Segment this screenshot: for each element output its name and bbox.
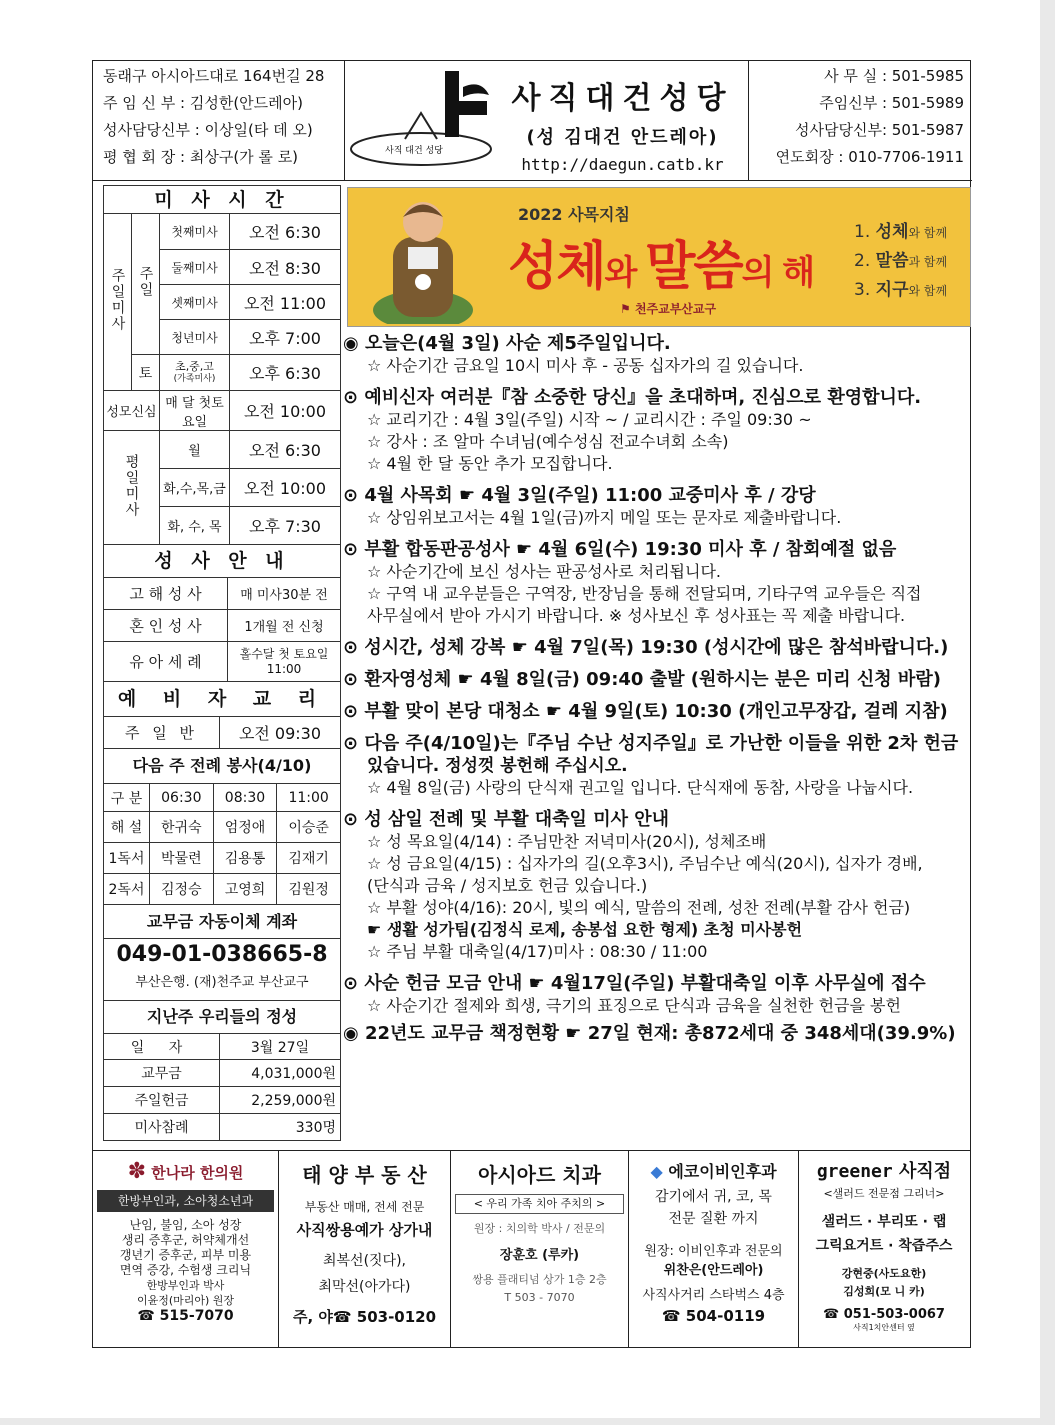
- ad-ent-line: 사직사거리 스타벅스 4층: [642, 1288, 785, 1303]
- banner-year-title: 2022 사목지침: [518, 205, 630, 224]
- ad-asiad-slogan: < 우리 가족 치아 주치의 >: [455, 1194, 624, 1214]
- ad-hanara-line: 갱년기 증후군, 피부 미용: [119, 1248, 252, 1262]
- sacrament-name: 혼 인 성 사: [104, 610, 228, 642]
- liturgy-header: 11:00: [277, 784, 341, 812]
- assistant-phone: 성사담당신부: 501-5987: [795, 121, 964, 139]
- church-name: 사직대건성당: [511, 81, 734, 116]
- ad-greener-person: 김성희(모 니 카): [843, 1285, 925, 1298]
- liturgy-person: 김용통: [213, 843, 277, 874]
- mass-name: 둘째미사: [160, 250, 230, 285]
- ad-taeyang-person: 최복선(짓다),: [323, 1253, 406, 1269]
- mass-time: 오후 7:30: [230, 507, 341, 545]
- liturgy-person: 김재기: [277, 843, 341, 874]
- news-heading: ⊙ 부활 합동판공성사 ☛ 4월 6일(수) 19:30 미사 후 / 참회예절 없음: [343, 539, 897, 560]
- mass-time: 오전 6:30: [230, 214, 341, 250]
- banner-diocese: ⚑ 천주교부산교구: [620, 302, 717, 316]
- news-detail: ☆ 성 목요일(4/14) : 주님만찬 저녁미사(20시), 성체조배: [367, 832, 767, 851]
- ad-ent-line: 위찬은(안드레아): [663, 1263, 764, 1278]
- first-saturday-label: 성모신심: [104, 391, 160, 431]
- ad-greener-name: greener 사직점: [816, 1161, 952, 1182]
- mass-times-title: 미 사 시 간: [103, 185, 341, 213]
- liturgy-person: 김정승: [150, 874, 214, 905]
- news-detail: ☆ 상임위보고서는 4월 1일(금)까지 메일 또는 문자로 제출바랍니다.: [367, 508, 842, 527]
- news-detail: ☆ 부활 성야(4/16): 20시, 빛의 예식, 말씀의 전례, 성찬 전례(부활 감사 헌금): [367, 898, 911, 917]
- mass-name: 셋째미사: [160, 285, 230, 320]
- news-heading: ◉ 22년도 교무금 책정현황 ☛ 27일 현재: 총872세대 중 348세대(39.9%): [343, 1023, 956, 1044]
- liturgy-person: 한귀숙: [150, 812, 214, 843]
- ad-asiad-location: 쌍용 플래티넘 상가 1층 2층: [472, 1273, 607, 1286]
- liturgy-role: 1독서: [104, 843, 150, 874]
- account-box: [103, 939, 341, 1001]
- ad-ent-line: 감기에서 귀, 코, 목: [655, 1189, 772, 1205]
- offering-title: 지난주 우리들의 정성: [103, 1001, 341, 1033]
- catechumen-class: 주 일 반: [104, 717, 220, 749]
- ad-taeyang-name: 태 양 부 동 산: [302, 1163, 427, 1187]
- header-left-info: [93, 61, 345, 181]
- offering-header: 3월 27일: [220, 1034, 341, 1060]
- banner-point: 1. 성체와 함께: [854, 222, 948, 242]
- ad-taeyang-tel: 주, 야☎ 503-0120: [292, 1308, 437, 1326]
- news-heading: ⊙ 환자영성체 ☛ 4월 8일(금) 09:40 출발 (원하시는 분은 미리 신청 바람): [343, 669, 941, 690]
- ad-greener-person: 강현중(사도요한): [841, 1267, 927, 1280]
- mass-time: 오전 6:30: [230, 431, 341, 469]
- news-detail: ☆ 사순기간 금요일 10시 미사 후 - 공동 십자가의 길 있습니다.: [367, 356, 804, 375]
- banner-point: 2. 말씀과 함께: [854, 251, 948, 271]
- sacrament-value: 매 미사30분 전: [228, 578, 341, 610]
- office-phone: 사 무 실 : 501-5985: [824, 67, 964, 85]
- sunday-mass-label: 주일미사: [104, 214, 132, 391]
- sacrament-table: [103, 577, 341, 682]
- sacrament-title: 성 사 안 내: [103, 545, 341, 577]
- news-detail: (단식과 금육 / 성지보호 헌금 있습니다.): [367, 876, 648, 895]
- church-logo: [345, 61, 497, 181]
- ad-greener-location: 사직1치안센터 옆: [853, 1323, 915, 1332]
- ad-greener: [799, 1151, 969, 1347]
- catechumen-title: 예 비 자 교 리: [103, 682, 341, 716]
- ad-ent-line: 원장: 이비인후과 전문의: [644, 1244, 783, 1259]
- sacrament-name: 유 아 세 례: [104, 642, 228, 682]
- mass-time: 오전 10:00: [230, 391, 341, 431]
- liturgy-header: 구 분: [104, 784, 150, 812]
- saturday-label: 토: [132, 355, 160, 391]
- ad-hanara-line: 이윤정(마리아) 원장: [136, 1294, 235, 1307]
- liturgy-person: 고영희: [213, 874, 277, 905]
- banner-point: 3. 지구와 함께: [854, 280, 948, 300]
- liturgy-role: 2독서: [104, 874, 150, 905]
- ad-hanara: [93, 1151, 279, 1347]
- news-detail: ☆ 4월 한 달 동안 추가 모집합니다.: [367, 454, 613, 473]
- catechumen-time: 오전 09:30: [220, 717, 341, 749]
- ad-eco-ent: [629, 1151, 799, 1347]
- liturgy-person: 이승준: [277, 812, 341, 843]
- banner-points: [854, 218, 947, 305]
- news-detail: ☆ 사순기간 절제와 희생, 극기의 표징으로 단식과 금육을 실천한 헌금을 봉헌: [367, 996, 901, 1015]
- ad-hanara-line: 면역 증강, 수험생 크리닉: [119, 1263, 252, 1277]
- clinic-logo-icon: ◆: [650, 1162, 663, 1181]
- mass-time: 오전 8:30: [230, 250, 341, 285]
- ad-hanara-line: 생리 증후군, 허약체개선: [121, 1233, 250, 1247]
- liturgy-header: 08:30: [213, 784, 277, 812]
- ad-greener-menu: 샐러드 · 부리또 · 랩: [821, 1214, 947, 1230]
- offering-value: 330명: [220, 1114, 341, 1141]
- news-detail: 있습니다. 정성껏 봉헌해 주십시오.: [367, 756, 628, 776]
- news-heading: ⊙ 4월 사목회 ☛ 4월 3일(주일) 11:00 교중미사 후 / 강당: [343, 485, 816, 506]
- ad-taeyang-desc: 부동산 매매, 전세 전문: [304, 1200, 425, 1214]
- banner-main-title: 성체와 말씀의 해: [508, 236, 814, 297]
- church-address: 동래구 아시아드대로 164번길 28: [103, 67, 325, 85]
- ad-asiad-name: 아시아드 치과: [478, 1163, 601, 1187]
- liturgy-person: 박물련: [150, 843, 214, 874]
- offering-table: [103, 1033, 341, 1141]
- offering-label: 주일헌금: [104, 1087, 220, 1114]
- ad-asiad-doctor: 장훈호 (루카): [499, 1248, 580, 1263]
- liturgy-title: 다음 주 전례 봉사(4/10): [103, 749, 341, 783]
- news-detail: ☆ 강사 : 조 알마 수녀님(예수성심 전교수녀회 소속): [367, 432, 729, 451]
- mass-name: 화, 수, 목: [160, 507, 230, 545]
- announcements: [343, 333, 969, 1045]
- news-detail: ☛ 생활 성가팀(김정식 로제, 송봉섭 요한 형제) 초청 미사봉헌: [367, 920, 803, 939]
- liturgy-person: 김원정: [277, 874, 341, 905]
- left-column: [103, 185, 341, 1141]
- news-heading: ⊙ 예비신자 여러분『참 소중한 당신』을 초대하며, 진심으로 환영합니다.: [343, 387, 922, 408]
- ad-ent-name: ◆ 에코이비인후과: [650, 1162, 777, 1181]
- logo-text: 사직 대건 성당: [385, 146, 443, 156]
- news-detail: ☆ 4월 8일(금) 사랑의 단식재 권고일 입니다. 단식재에 동참, 사랑을 나눕시다.: [367, 778, 914, 797]
- news-detail: ☆ 구역 내 교우분들은 구역장, 반장님을 통해 전달되며, 기타구역 교우들은 직접: [367, 584, 922, 603]
- saint-illustration: [368, 192, 478, 324]
- news-heading: ⊙ 부활 맞이 본당 대청소 ☛ 4월 9일(토) 10:30 (개인고무장갑, 걸레 지참): [343, 701, 948, 722]
- pastoral-banner: [347, 187, 971, 327]
- ad-asiad-dental: [451, 1151, 629, 1347]
- mass-time: 오후 6:30: [230, 355, 341, 391]
- ad-hanara-tel: ☎ 515-7070: [137, 1308, 234, 1324]
- offering-value: 2,259,000원: [220, 1087, 341, 1114]
- ads-strip: [92, 1150, 971, 1348]
- liturgy-role: 해 설: [104, 812, 150, 843]
- mass-time: 오전 10:00: [230, 469, 341, 507]
- news-heading: ⊙ 성 삼일 전례 및 부활 대축일 미사 안내: [343, 809, 670, 830]
- mass-time: 오후 7:00: [230, 320, 341, 355]
- assistant-priest-line: 성사담당신부 : 이상일(타 데 오): [103, 121, 313, 139]
- offering-header: 일 자: [104, 1034, 220, 1060]
- news-detail: ☆ 교리기간 : 4월 3일(주일) 시작 ~ / 교리시간 : 주일 09:30 ~: [367, 410, 812, 429]
- offering-label: 미사참례: [104, 1114, 220, 1141]
- liturgy-table: [103, 783, 341, 905]
- ad-hanara-line: 한방부인과 박사: [146, 1279, 225, 1292]
- mass-name: 청년미사: [160, 320, 230, 355]
- sacrament-name: 고 해 성 사: [104, 578, 228, 610]
- ad-hanara-dept: 한방부인과, 소아청소년과: [97, 1190, 274, 1212]
- liturgy-header: 06:30: [150, 784, 214, 812]
- news-heading: ⊙ 다음 주(4/10일)는『주님 수난 성지주일』로 가난한 이들을 위한 2차 헌금: [343, 733, 959, 754]
- funeral-chief-phone: 연도회장 : 010-7706-1911: [775, 148, 964, 166]
- sacrament-value: 1개월 전 신청: [228, 610, 341, 642]
- mass-name: 화,수,목,금: [160, 469, 230, 507]
- ad-asiad-desc: 원장 : 치의학 박사 / 전문의: [473, 1222, 606, 1235]
- offering-value: 4,031,000원: [220, 1060, 341, 1087]
- account-title: 교무금 자동이체 계좌: [103, 905, 341, 939]
- ad-greener-tel: ☎ 051-503-0067: [823, 1307, 945, 1322]
- catechumen-table: [103, 716, 341, 749]
- ad-greener-sub: <샐러드 전문점 그리너>: [823, 1187, 945, 1200]
- news-heading: ⊙ 사순 헌금 모금 안내 ☛ 4월17일(주일) 부활대축일 이후 사무실에 접수: [343, 973, 926, 994]
- ad-hanara-name: ✽ 한나라 한의원: [127, 1159, 244, 1184]
- mass-time: 오전 11:00: [230, 285, 341, 320]
- news-detail: ☆ 주님 부활 대축일(4/17)미사 : 08:30 / 11:00: [367, 942, 708, 961]
- ad-taeyang-person: 최막선(아가다): [318, 1279, 411, 1295]
- pastor-phone: 주임신부 : 501-5989: [819, 94, 964, 112]
- ad-ent-line: 전문 질환 까지: [668, 1211, 759, 1227]
- news-heading: ◉ 오늘은(4월 3일) 사순 제5주일입니다.: [343, 333, 671, 354]
- mass-name: 첫째미사: [160, 214, 230, 250]
- news-detail: ☆ 성 금요일(4/15) : 십자가의 길(오후3시), 주님수난 예식(20시), 십자가 경배,: [367, 854, 923, 873]
- ad-greener-menu: 그릭요거트 · 착즙주스: [815, 1238, 953, 1254]
- first-saturday-name: 매 달 첫토요일: [160, 391, 230, 431]
- header-right-contacts: [749, 61, 972, 181]
- pastor-line: 주 임 신 부 : 김성한(안드레아): [103, 94, 303, 112]
- mass-name: 월: [160, 431, 230, 469]
- ad-ent-tel: ☎ 504-0119: [661, 1307, 766, 1325]
- church-patron: (성 김대건 안드레아): [526, 127, 719, 148]
- ad-hanara-line: 난임, 불임, 소아 성장: [129, 1218, 242, 1232]
- account-bank: 부산은행. (재)천주교 부산교구: [135, 975, 309, 990]
- saturday-mass-name: 초,중,고 (가족미사): [160, 355, 230, 391]
- ad-asiad-tel: T 503 - 7070: [504, 1291, 575, 1304]
- account-number: 049-01-038665-8: [116, 942, 328, 967]
- news-detail: ☆ 사순기간에 보신 성사는 판공성사로 처리됩니다.: [367, 562, 721, 581]
- mass-times-table: [103, 213, 341, 545]
- weekday-mass-label: 평일미사: [104, 431, 160, 545]
- sacrament-value: 홀수달 첫 토요일 11:00: [228, 642, 341, 682]
- council-president-line: 평 협 회 장 : 최상구(가 롤 로): [103, 148, 299, 166]
- news-detail: 사무실에서 받아 가시기 바랍니다. ※ 성사보신 후 성사표는 꼭 제출 바랍니다.: [367, 606, 906, 625]
- liturgy-person: 엄정애: [213, 812, 277, 843]
- ad-taeyang: [279, 1151, 451, 1347]
- church-url[interactable]: http://daegun.catb.kr: [521, 155, 724, 174]
- ad-taeyang-branch: 사직쌍용예가 상가내: [296, 1221, 433, 1239]
- offering-label: 교무금: [104, 1060, 220, 1087]
- news-heading: ⊙ 성시간, 성체 강복 ☛ 4월 7일(목) 19:30 (성시간에 많은 참석바랍니다.): [343, 637, 949, 658]
- sunday-label: 주일: [132, 214, 160, 355]
- church-title-block: [497, 61, 749, 181]
